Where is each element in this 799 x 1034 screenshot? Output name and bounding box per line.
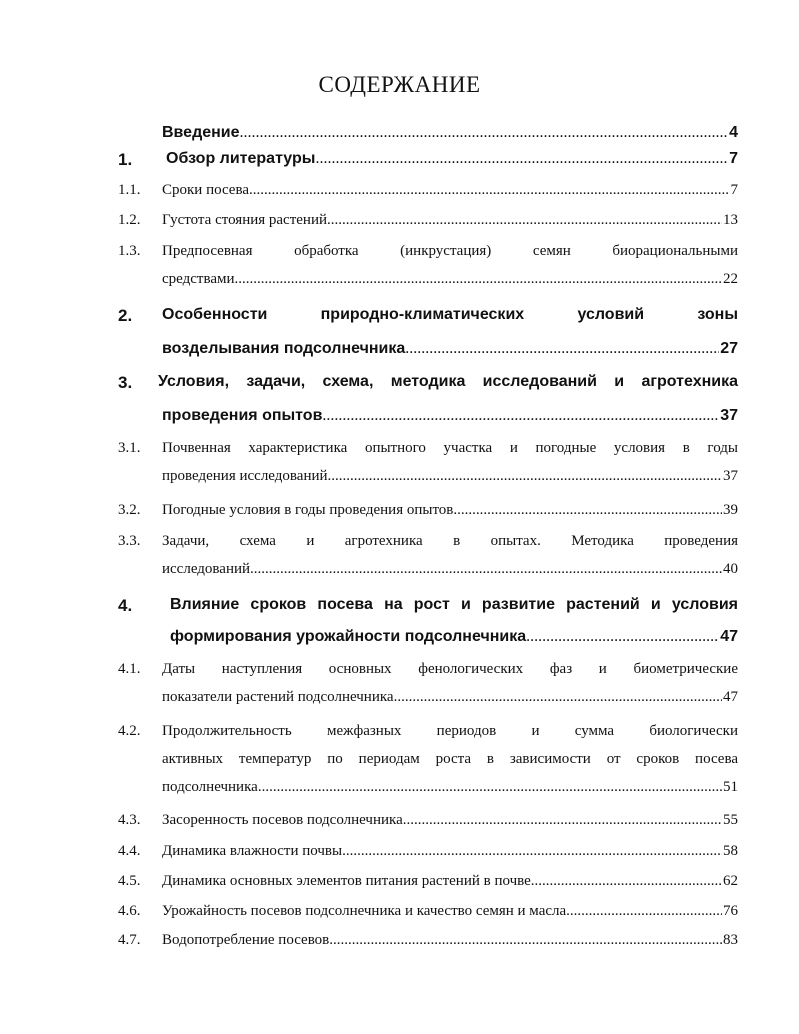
toc-entry-title: Обзор литературы bbox=[166, 150, 316, 167]
toc-page-number: 27 bbox=[720, 340, 738, 357]
toc-page-number: 7 bbox=[730, 182, 738, 198]
toc-entry-title: Задачи, схема и агротехника в опытах. Методика проведения bbox=[162, 533, 738, 549]
toc-page-number: 62 bbox=[723, 873, 738, 889]
toc-page-number: 7 bbox=[729, 150, 738, 167]
toc-entry-number: 4.4. bbox=[118, 843, 141, 859]
toc-entry-number: 3.3. bbox=[118, 533, 141, 549]
toc-page-number: 83 bbox=[723, 932, 738, 948]
toc-entry-title: Особенности природно-климатических условий зоны bbox=[162, 306, 738, 323]
toc-entry-title-cont: возделывания подсолнечника bbox=[162, 340, 406, 357]
toc-entry-title-cont: подсолнечника bbox=[162, 779, 258, 795]
toc-page-number: 47 bbox=[720, 628, 738, 645]
toc-page-number: 55 bbox=[723, 812, 738, 828]
toc-entry-title: Сроки посева bbox=[162, 182, 250, 198]
toc-entry-title-cont: исследований bbox=[162, 561, 251, 577]
toc-page-number: 13 bbox=[723, 212, 738, 228]
toc-entry-title: Продолжительность межфазных периодов и сумма биологически bbox=[162, 723, 738, 739]
toc-entry-number: 3.2. bbox=[118, 502, 141, 518]
toc-entry-number: 1.2. bbox=[118, 212, 141, 228]
toc-page-number: 40 bbox=[723, 561, 738, 577]
toc-entry-number: 1. bbox=[118, 150, 133, 169]
toc-page-number: 4 bbox=[729, 124, 738, 141]
toc-entry-title: Урожайность посевов подсолнечника и качество семян и масла bbox=[162, 903, 567, 919]
page-title: СОДЕРЖАНИЕ bbox=[318, 72, 481, 97]
toc-entry-title-cont: формирования урожайности подсолнечника bbox=[170, 628, 527, 645]
toc-entry-number: 4.5. bbox=[118, 873, 141, 889]
toc-entry-title: Предпосевная обработка (инкрустация) семян биорациональными bbox=[162, 243, 738, 259]
toc-entry-title: Почвенная характеристика опытного участка и погодные условия в годы bbox=[162, 440, 738, 456]
toc-entry-title: Влияние сроков посева на рост и развитие растений и условия bbox=[170, 596, 738, 613]
toc-entry-title: Густота стояния растений bbox=[162, 212, 328, 228]
toc-entry-number: 1.1. bbox=[118, 182, 141, 198]
toc-page-number: 58 bbox=[723, 843, 738, 859]
toc-entry-title: Водопотребление посевов bbox=[162, 932, 330, 948]
toc-page-number: 37 bbox=[723, 468, 738, 484]
toc-entry-title-cont: средствами bbox=[162, 271, 235, 287]
toc-page-number: 51 bbox=[723, 779, 738, 795]
toc-entry-number: 4.2. bbox=[118, 723, 141, 739]
toc-entry-title: Введение bbox=[162, 124, 240, 141]
toc-page-number: 22 bbox=[723, 271, 738, 287]
toc-entry-title-cont: проведения опытов bbox=[162, 407, 323, 424]
toc-page-number: 47 bbox=[723, 689, 738, 705]
toc-entry-number: 4.6. bbox=[118, 903, 141, 919]
toc-entry-title: Динамика влажности почвы bbox=[162, 843, 343, 859]
toc-page-number: 37 bbox=[720, 407, 738, 424]
toc-page-number: 39 bbox=[723, 502, 738, 518]
toc-entry-number: 4.7. bbox=[118, 932, 141, 948]
toc-entry-title: Засоренность посевов подсолнечника bbox=[162, 812, 403, 828]
toc-entry-title: Динамика основных элементов питания растений в почве bbox=[162, 873, 531, 889]
toc-entry-title: Условия, задачи, схема, методика исследований и агротехника bbox=[158, 373, 738, 390]
toc-page-number: 76 bbox=[723, 903, 738, 919]
toc-entry-title-cont: активных температур по периодам роста в зависимости от сроков посева bbox=[162, 751, 738, 767]
toc-entry-number: 4.1. bbox=[118, 661, 141, 677]
toc-entry-number: 3. bbox=[118, 373, 133, 392]
toc-entry-title-cont: проведения исследований bbox=[162, 468, 328, 484]
toc-entry-title-cont: показатели растений подсолнечника bbox=[162, 689, 394, 705]
toc-entry-number: 4.3. bbox=[118, 812, 141, 828]
toc-entry-number: 3.1. bbox=[118, 440, 141, 456]
toc-entry-number: 1.3. bbox=[118, 243, 141, 259]
toc-entry-number: 2. bbox=[118, 306, 133, 325]
toc-entry-title: Даты наступления основных фенологических фаз и биометрические bbox=[162, 661, 738, 677]
toc-entry-title: Погодные условия в годы проведения опытов bbox=[162, 502, 454, 518]
toc-entry-number: 4. bbox=[118, 596, 133, 615]
